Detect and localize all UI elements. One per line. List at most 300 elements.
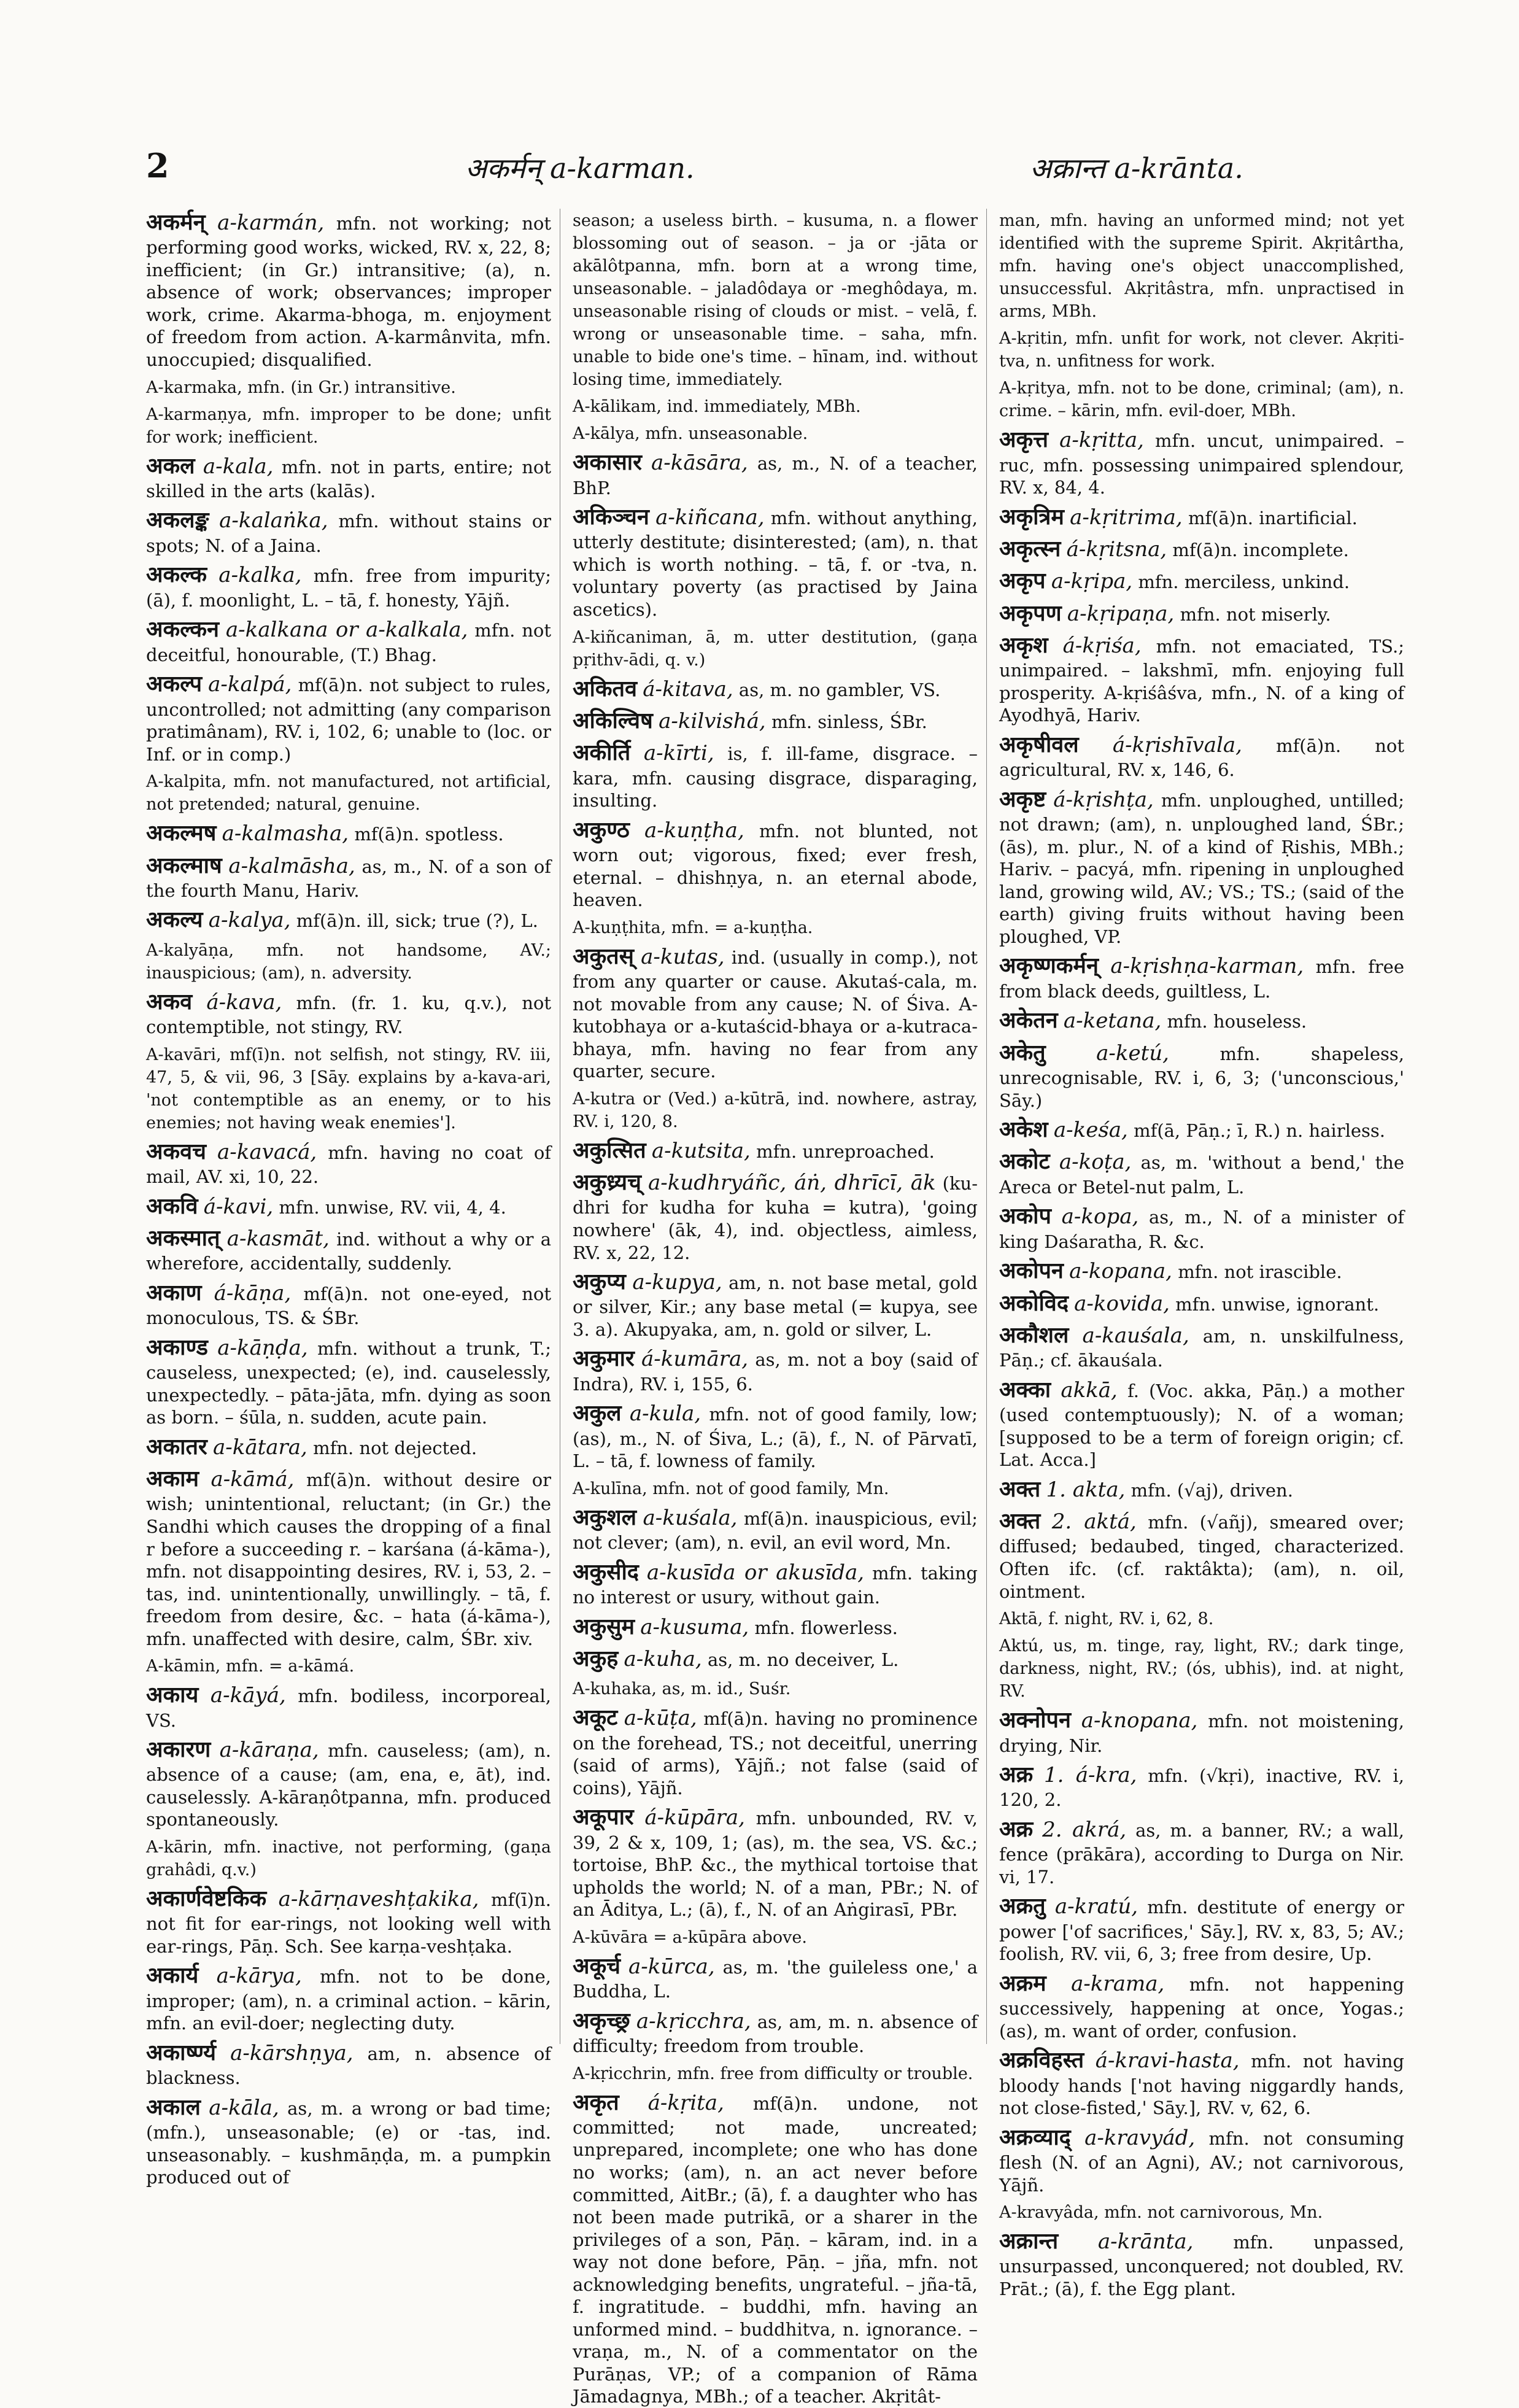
entry-transliteration: a-kūṭa,	[624, 1706, 697, 1731]
entry-definition: mfn. unpassed, unsurpassed, unconquered; not doubled, RV. Prāt.; (ā), f. the Egg plant.	[999, 2232, 1405, 2299]
entry-headword: अकृत्स्न	[999, 535, 1061, 562]
entry-definition: (ku-dhri for kudha for kuha = kutra), 'going nowhere' (āk, 4), ind. objectless, aimless, RV. x, 22, 12.	[573, 1173, 978, 1263]
dictionary-entry	[999, 600, 1404, 627]
entry-definition: mfn. without stains or spots; N. of a Jaina.	[146, 511, 552, 556]
entry-transliteration: a-kīrti,	[643, 741, 714, 766]
entry-definition: mfn. shapeless, unrecognisable, RV. i, 6, 3; ('unconscious,' Sāy.)	[999, 1043, 1405, 1111]
entry-transliteration: a-kauśala,	[1082, 1323, 1189, 1348]
entry-transliteration: a-keśa,	[1053, 1118, 1128, 1143]
entry-headword: अकेश	[999, 1117, 1048, 1143]
dictionary-entry	[146, 376, 551, 398]
entry-transliteration: a-kopa,	[1061, 1204, 1139, 1229]
entry-headword: अक्का	[999, 1376, 1051, 1403]
entry-transliteration: a-kātara,	[212, 1434, 307, 1460]
entry-definition: mfn. not deceitful, honourable, (T.) Bhag.	[146, 620, 552, 665]
entry-definition: A-kiñcaniman, ā, m. utter destitution, (gaṇa pṛithv-ādi, q. v.)	[573, 627, 978, 670]
dictionary-entry	[999, 1376, 1404, 1471]
dictionary-entry	[573, 1953, 978, 2003]
entry-transliteration: a-kārṇaveshṭakika,	[278, 1887, 479, 1912]
entry-definition: ind. without a why or a wherefore, accidentally, suddenly.	[146, 1228, 552, 1274]
dictionary-entry	[999, 632, 1404, 727]
column-3	[999, 209, 1405, 2299]
entry-headword: अकृत	[573, 2089, 619, 2115]
entry-definition: mfn. not having bloody hands ['not having niggardly hands, not close-fisted,' Sāy.], RV. v, 62, 6.	[999, 2051, 1404, 2119]
dictionary-entry	[573, 916, 978, 939]
dictionary-entry	[146, 1193, 551, 1220]
entry-transliteration: a-kṛishṇa-karman,	[1110, 954, 1304, 979]
entry-definition: am, n. absence of blackness.	[146, 2043, 552, 2089]
entry-definition: A-kalpita, mfn. not manufactured, not artificial, not pretended; natural, genuine.	[146, 772, 551, 815]
entry-definition: season; a useless birth. – kusuma, n. a flower blossoming out of season. – ja or -jāta or akālôtpanna, mfn. born at a wrong time, unseasonable. – jaladôdaya or -meghôdaya, m. unseasonable rising of clouds or mist. – velā, f. wrong or unseasonable time. – saha, mfn. unable to bide one's time. – hīnam, ind. without losing time, immediately.	[573, 211, 978, 390]
entry-transliteration: a-kārshṇya,	[230, 2040, 354, 2065]
entry-transliteration: a-kutas,	[641, 944, 725, 969]
dictionary-entry	[999, 952, 1404, 1002]
dictionary-entry	[146, 1885, 551, 1957]
dictionary-entry	[146, 561, 551, 611]
entry-definition: is, f. ill-fame, disgrace. – kara, mfn. causing disgrace, disparaging, insulting.	[573, 743, 978, 811]
entry-definition: mfn. (√kṛi), inactive, RV. i, 120, 2.	[999, 1765, 1405, 1811]
entry-transliteration: a-kalmasha,	[222, 821, 349, 846]
entry-definition: A-kuṇṭhita, mfn. = a-kuṇṭha.	[573, 918, 813, 937]
entry-headword: अकुशल	[573, 1504, 637, 1530]
entry-transliteration: a-kavacá,	[217, 1139, 317, 1164]
entry-transliteration: a-kutsita,	[651, 1138, 751, 1163]
entry-headword: अकुल	[573, 1400, 622, 1427]
entry-transliteration: 1. á-kra,	[1043, 1763, 1137, 1788]
dictionary-entry	[146, 1962, 551, 2034]
dictionary-entry	[573, 2007, 978, 2058]
entry-headword: अक्र	[999, 1762, 1034, 1788]
entry-transliteration: a-ketana,	[1063, 1008, 1162, 1034]
entry-transliteration: a-knopana,	[1081, 1708, 1198, 1733]
entry-definition: ind. (usually in comp.), not from any quarter or cause. Akutaś-cala, m. not movable from any cause; N. of Śiva. A-kutobhaya or a-kutaścid-bhaya or a-kutraca-bhaya, mfn. having no fear from any quarter, secure.	[573, 947, 978, 1082]
entry-transliteration: a-kusīda or akusīda,	[646, 1560, 865, 1585]
dictionary-entry	[999, 209, 1404, 322]
entry-headword: अकस्मात्	[146, 1225, 220, 1251]
entry-transliteration: a-kāṇḍa,	[217, 1335, 308, 1360]
dictionary-entry	[146, 1654, 551, 1677]
entry-definition: mfn. merciless, unkind.	[1138, 571, 1350, 593]
dictionary-entry	[999, 1116, 1404, 1144]
entry-headword: अकार्णवेष्टकिक	[146, 1886, 267, 1912]
dictionary-entry	[146, 670, 551, 765]
entry-transliteration: a-kṛipa,	[1051, 569, 1133, 594]
column-1	[146, 209, 560, 2188]
entry-definition: mfn. (√añj), smeared over; diffused; bedaubed, tinged, characterized. Often ifc. (cf. raktâkta); (am), n. oil, ointment.	[999, 1512, 1404, 1602]
dictionary-entry	[999, 503, 1404, 531]
dictionary-entry	[999, 2201, 1404, 2223]
dictionary-entry	[999, 1007, 1404, 1034]
entry-transliteration: a-kudhryáñc, áṅ, dhrīcī, āk	[647, 1171, 936, 1196]
dictionary-entry	[573, 1803, 978, 1921]
entry-definition: mfn. not miserly.	[1180, 603, 1331, 625]
dictionary-entry	[146, 906, 551, 934]
entry-transliteration: a-kāla,	[209, 2095, 279, 2120]
entry-headword: अकेतु	[999, 1039, 1046, 1066]
dictionary-entry	[573, 395, 978, 417]
entry-definition: mf(ā)n. ill, sick; true (?), L.	[296, 910, 538, 932]
entry-definition: mf(ā)n. inartificial.	[1188, 507, 1358, 528]
entry-definition: A-kālya, mfn. unseasonable.	[573, 424, 808, 444]
entry-definition: mf(ā)n. incomplete.	[1172, 539, 1349, 560]
entry-headword: अकाय	[146, 1682, 199, 1708]
dictionary-entry	[999, 1039, 1404, 1112]
entry-headword: अकारण	[146, 1736, 211, 1763]
entry-headword: अकाण्ड	[146, 1334, 208, 1360]
entry-headword: अक्त	[999, 1508, 1041, 1535]
entry-headword: अकल	[146, 452, 195, 479]
entry-headword: अकवि	[146, 1193, 198, 1219]
entry-definition: as, m. 'the guileless one,' a Buddha, L.	[573, 1956, 978, 2002]
entry-headword: अकूर्च	[573, 1953, 621, 1979]
entry-transliteration: a-kāyá,	[210, 1683, 286, 1708]
entry-headword: अकाण	[146, 1279, 202, 1306]
entry-definition: am, n. not base metal, gold or silver, Kir.; any base metal (= kupya, see 3. a). Akupyaka, am, n. gold or silver, L.	[573, 1272, 978, 1340]
entry-definition: A-kālikam, ind. immediately, MBh.	[573, 397, 861, 417]
entry-definition: mfn. not working; not performing good works, wicked, RV. x, 22, 8; inefficient; (in Gr.) intransitive; (a), n. absence of work; observances; improper work, crime. Akarma-bhoga, m. enjoyment of freedom from action. A-karmânvita, mfn. unoccupied; disqualified.	[146, 213, 551, 371]
entry-transliteration: a-kalaṅka,	[219, 508, 328, 533]
dictionary-entry	[573, 449, 978, 499]
dictionary-entry	[146, 770, 551, 815]
dictionary-entry	[146, 988, 551, 1039]
entry-headword: अकृष्ट	[999, 786, 1046, 812]
entry-headword: अकार्ष्ण्य	[146, 2039, 217, 2065]
entry-transliteration: á-kravi-hasta,	[1095, 2048, 1240, 2073]
entry-definition: as, m. no deceiver, L.	[707, 1649, 899, 1670]
entry-definition: mfn. not moistening, drying, Nir.	[999, 1711, 1405, 1756]
entry-transliteration: a-kravyád,	[1084, 2125, 1196, 2150]
entry-headword: अकासार	[573, 449, 642, 476]
entry-definition: as, m. a banner, RV.; a wall, fence (prākāra), according to Durga on Nir. vi, 17.	[999, 1819, 1405, 1887]
dictionary-entry	[999, 1508, 1404, 1603]
dictionary-entry	[146, 506, 551, 557]
dictionary-entry	[573, 1558, 978, 1609]
dictionary-entry	[999, 1892, 1404, 1965]
dictionary-entry	[146, 2094, 551, 2189]
entry-definition: mf(ī)n. not fit for ear-rings, not looking well with ear-rings, Pāṇ. Sch. See karṇa-veshṭaka.	[146, 1889, 551, 1957]
entry-definition: A-kṛicchrin, mfn. free from difficulty or trouble.	[573, 2064, 973, 2083]
entry-transliteration: á-kumāra,	[641, 1347, 749, 1372]
entry-definition: f. (Voc. akka, Pāṇ.) a mother (used contemptuously); N. of a woman; [supposed to be a term of foreign origin; cf. Lat. Acca.]	[999, 1380, 1405, 1471]
entry-definition: mfn. not of good family, low; (as), m., N. of Śiva, L.; (ā), f., N. of Pārvatī, L. – tā, f. lowness of family.	[573, 1404, 978, 1472]
entry-definition: mfn. destitute of energy or power ['of sacrifices,' Sāy.], RV. x, 83, 5; AV.; foolish, RV. vii, 6, 3; free from desire, Up.	[999, 1897, 1405, 1965]
entry-definition: mfn. unwise, ignorant.	[1175, 1293, 1380, 1315]
entry-transliteration: a-krama,	[1071, 1971, 1165, 1996]
entry-headword: अकोपन	[999, 1258, 1064, 1284]
dictionary-entry	[999, 376, 1404, 422]
entry-transliteration: a-kuṇṭha,	[644, 818, 744, 843]
entry-transliteration: a-kāsāra,	[651, 451, 748, 476]
dictionary-entry	[999, 2228, 1404, 2300]
dictionary-entry	[146, 939, 551, 984]
entry-headword: अकृप	[999, 568, 1046, 594]
entry-headword: अकृश	[999, 632, 1048, 658]
entry-definition: mfn. having no coat of mail, AV. xi, 10, 22.	[146, 1142, 552, 1188]
entry-definition: mf(ā)n. having no prominence on the forehead, TS.; not deceitful, unerring (said of arms), Yājñ.; not false (said of coins), Yājñ.	[573, 1708, 978, 1798]
dictionary-entry	[573, 2062, 978, 2085]
dictionary-entry	[573, 1645, 978, 1673]
entry-definition: A-kūvāra = a-kūpāra above.	[573, 1927, 807, 1947]
entry-transliteration: á-kāṇa,	[214, 1280, 292, 1306]
entry-definition: as, m., N. of a minister of king Daśaratha, R. &c.	[999, 1207, 1404, 1252]
entry-headword: अकुह	[573, 1645, 619, 1671]
entry-headword: अकल्प	[146, 671, 203, 697]
entry-definition: A-kutra or (Ved.) a-kūtrā, ind. nowhere, astray, RV. i, 120, 8.	[573, 1089, 978, 1131]
entry-definition: mfn. sinless, ŚBr.	[771, 711, 927, 732]
entry-headword: अकूपार	[573, 1804, 634, 1830]
entry-transliteration: akkā,	[1061, 1377, 1118, 1403]
entry-definition: A-kārin, mfn. inactive, not performing, (gaṇa grahâdi, q.v.)	[146, 1838, 551, 1880]
entry-headword: अकृष्णकर्मन्	[999, 953, 1099, 979]
entry-transliteration: a-ketú,	[1096, 1040, 1169, 1066]
dictionary-entry	[999, 567, 1404, 595]
dictionary-entry	[146, 616, 551, 666]
entry-definition: mfn. unploughed, untilled; not drawn; (am), n. unploughed land, ŚBr.; (ās), m. plur., N. of a kind of Ṛishis, MBh.; Hariv. – pacyá, mfn. ripening in unploughed land, growing wild, AV.; VS.; TS.; (said of the earth) giving fruits without having been ploughed, VP.	[999, 789, 1404, 947]
entry-definition: A-karmaṇya, mfn. improper to be done; unfit for work; inefficient.	[146, 405, 551, 447]
dictionary-entry	[573, 1677, 978, 1700]
entry-definition: A-kāmin, mfn. = a-kāmá.	[146, 1657, 355, 1676]
entry-transliteration: á-kṛiśa,	[1062, 633, 1142, 658]
dictionary-entry	[999, 1970, 1404, 2042]
entry-transliteration: á-kava,	[206, 989, 282, 1015]
dictionary-entry	[146, 1225, 551, 1275]
dictionary-entry	[999, 1148, 1404, 1198]
entry-headword: अकृषीवल	[999, 731, 1079, 757]
entry-transliteration: a-karmán,	[217, 211, 325, 235]
entry-definition: mfn. unbounded, RV. v, 39, 2 & x, 109, 1; (as), m. the sea, VS. &c.; tortoise, BhP. &c., the mythical tortoise that upholds the world; N. of a man, PBr.; N. of an Āditya, L.; (ā), f., N. of an Aṅgirasī, PBr.	[573, 1808, 978, 1921]
dictionary-entry	[999, 1706, 1404, 1757]
entry-definition: mfn. not blunted, not worn out; vigorous, fixed; ever fresh, eternal. – dhishṇya, n. an eternal abode, heaven.	[573, 820, 978, 911]
entry-transliteration: á-kavi,	[203, 1194, 274, 1219]
entry-definition: mfn. not dejected.	[313, 1437, 477, 1458]
entry-definition: mf(ā)n. spotless.	[354, 824, 504, 845]
entry-headword: अकव	[146, 988, 193, 1015]
entry-definition: as, m., N. of a son of the fourth Manu, Hariv.	[146, 856, 552, 901]
dictionary-entry	[146, 819, 551, 847]
entry-definition: mfn. flowerless.	[754, 1617, 898, 1638]
dictionary-entry	[999, 1607, 1404, 1630]
dictionary-entry	[146, 209, 551, 371]
dictionary-entry	[146, 2039, 551, 2089]
dictionary-entry	[573, 1477, 978, 1500]
entry-headword: अकुप्य	[573, 1269, 626, 1295]
entry-headword: अकाल	[146, 2094, 201, 2120]
entry-headword: अकुण्ठ	[573, 816, 630, 843]
entry-definition: mfn. not in parts, entire; not skilled in the arts (kalās).	[146, 456, 552, 501]
dictionary-entry	[573, 739, 978, 811]
dictionary-entry	[146, 1043, 551, 1134]
entry-definition: A-kulīna, mfn. not of good family, Mn.	[573, 1479, 889, 1498]
entry-transliteration: a-kalmāsha,	[228, 853, 355, 878]
entry-definition: A-kalyāṇa, mfn. not handsome, AV.; inauspicious; (am), n. adversity.	[146, 940, 551, 983]
running-head-right: अक्रान्त a-krānta.	[1030, 152, 1243, 185]
dictionary-entry	[999, 1476, 1404, 1503]
entry-headword: अक्रविहस्त	[999, 2047, 1084, 2073]
dictionary-entry	[573, 1345, 978, 1395]
entry-definition: Aktā, f. night, RV. i, 62, 8.	[999, 1609, 1214, 1629]
entry-headword: अकल्कन	[146, 616, 220, 643]
entry-transliteration: á-kitava,	[643, 676, 733, 702]
entry-headword: अक्रव्याद्	[999, 2124, 1071, 2150]
entry-transliteration: a-kūrca,	[628, 1954, 715, 1979]
dictionary-entry	[146, 1465, 551, 1650]
entry-transliteration: á-kṛishṭa,	[1053, 787, 1154, 812]
entry-definition: mfn. uncut, unimpaired. – ruc, mfn. possessing unimpaired splendour, RV. x, 84, 4.	[999, 430, 1404, 498]
dictionary-entry	[573, 943, 978, 1083]
dictionary-entry	[573, 816, 978, 912]
dictionary-entry	[146, 403, 551, 448]
entry-headword: अकार्य	[146, 1962, 199, 1989]
entry-definition: mfn. not emaciated, TS.; unimpaired. – lakshmī, mfn. enjoying full prosperity. A-kṛiśâśva, mfn., N. of a king of Ayodhyā, Hariv.	[999, 636, 1405, 726]
entry-headword: अकुमार	[573, 1345, 635, 1372]
entry-headword: अकृच्छ्र	[573, 2007, 630, 2034]
dictionary-entry	[999, 1202, 1404, 1253]
dictionary-entry	[999, 1634, 1404, 1702]
entry-transliteration: á-kṛishīvala,	[1112, 732, 1242, 757]
entry-headword: अकातर	[146, 1433, 207, 1460]
entry-definition: as, m. not a boy (said of Indra), RV. i, 155, 6.	[573, 1349, 978, 1395]
entry-definition: mfn. free from black deeds, guiltless, L.	[999, 956, 1404, 1002]
entry-definition: as, m. no gambler, VS.	[738, 679, 941, 700]
entry-headword: अक्रतु	[999, 1893, 1046, 1919]
dictionary-entry	[999, 426, 1404, 498]
entry-definition: mf(ā, Pāṇ.; ī, R.) n. hairless.	[1134, 1120, 1385, 1142]
entry-headword: अक्र	[999, 1816, 1034, 1842]
entry-headword: अक्नोपन	[999, 1707, 1071, 1733]
entry-definition: A-kravyâda, mfn. not carnivorous, Mn.	[999, 2203, 1323, 2223]
entry-transliteration: a-kāraṇa,	[219, 1738, 319, 1763]
entry-headword: अकुसीद	[573, 1558, 639, 1585]
dictionary-columns	[146, 209, 1405, 2407]
entry-headword: अकोप	[999, 1203, 1051, 1229]
entry-headword: अकोविद	[999, 1290, 1069, 1316]
page-header	[146, 146, 1404, 189]
dictionary-entry	[573, 422, 978, 444]
entry-transliteration: 2. aktá,	[1051, 1509, 1137, 1535]
dictionary-entry	[999, 535, 1404, 563]
entry-definition: A-karmaka, mfn. (in Gr.) intransitive.	[146, 377, 456, 397]
entry-definition: mfn. without a trunk, T.; causeless, unexpected; (e), ind. causelessly, unexpectedly. – pāta-jāta, mfn. dying as soon as born. – śūla, n. sudden, acute pain.	[146, 1338, 552, 1428]
entry-definition: mf(ā)n. not agricultural, RV. x, 146, 6.	[999, 735, 1405, 781]
entry-transliteration: a-koṭa,	[1059, 1150, 1132, 1175]
dictionary-entry	[573, 1504, 978, 1554]
entry-transliteration: a-kalkana or a-kalkala,	[225, 617, 468, 643]
entry-transliteration: a-kṛitrima,	[1070, 505, 1183, 530]
dictionary-entry	[999, 2046, 1404, 2119]
dictionary-entry	[573, 209, 978, 390]
entry-headword: अकल्मष	[146, 820, 217, 846]
entry-transliteration: á-kūpāra,	[644, 1805, 745, 1830]
dictionary-entry	[573, 707, 978, 735]
entry-headword: अकृपण	[999, 600, 1062, 626]
entry-headword: अकृत्त	[999, 427, 1049, 453]
entry-headword: अकुध्र्यच्	[573, 1169, 641, 1196]
entry-transliteration: a-kalpá,	[208, 672, 292, 697]
entry-definition: mfn. causeless; (am), n. absence of a cause; (am, ena, e, āt), ind. causelessly. A-kāraṇôtpanna, mfn. produced spontaneously.	[146, 1740, 552, 1830]
column-2	[573, 209, 987, 2407]
dictionary-entry	[573, 2089, 978, 2408]
entry-definition: as, m., N. of a teacher, BhP.	[573, 453, 978, 498]
entry-definition: mfn. unwise, RV. vii, 4, 4.	[279, 1196, 506, 1218]
entry-definition: mfn. unreproached.	[756, 1140, 935, 1162]
entry-definition: man, mfn. having an unformed mind; not yet identified with the supreme Spirit. Akṛitârtha, mfn. having one's object unaccomplished, unsuccessful. Akṛitâstra, mfn. unpractised in arms, MBh.	[999, 211, 1404, 322]
entry-definition: am, n. unskilfulness, Pāṇ.; cf. ākauśala.	[999, 1325, 1405, 1371]
entry-headword: अकल्माष	[146, 852, 222, 878]
entry-transliteration: 2. akrá,	[1042, 1817, 1127, 1842]
dictionary-entry	[999, 786, 1404, 948]
entry-headword: अकुसुम	[573, 1613, 635, 1640]
entry-definition: mfn. not irascible.	[1178, 1261, 1342, 1283]
entry-definition: mf(ā)n. without desire or wish; unintentional, reluctant; (in Gr.) the Sandhi which causes the dropping of a final r before a succeeding r. – karśana (á-kāma-), mfn. not disappointing desires, RV. i, 53, 2. – tas, ind. unintentionally, unwillingly. – tā, f. freedom from desire, &c. – hata (á-kāma-), mfn. unaffected with desire, calm, ŚBr. xiv.	[146, 1469, 552, 1649]
entry-headword: अकल्य	[146, 907, 203, 933]
dictionary-entry	[146, 1681, 551, 1732]
entry-headword: अकिञ्चन	[573, 504, 649, 530]
entry-transliteration: á-kṛita,	[647, 2090, 724, 2115]
entry-headword: अक्रम	[999, 1970, 1046, 1996]
entry-headword: अकूट	[573, 1705, 618, 1731]
entry-definition: mf(ā)n. not subject to rules, uncontrolled; not admitting (any comparison pratimânam), RV. i, 102, 6; unable to (loc. or Inf. or in comp.)	[146, 675, 552, 765]
dictionary-entry	[573, 1137, 978, 1164]
entry-headword: अकर्मन्	[146, 209, 206, 235]
entry-definition: as, m. a wrong or bad time; (mfn.), unseasonable; (e) or -tas, ind. unseasonably. – kushmāṇḍa, m. a pumpkin produced out of	[146, 2097, 551, 2188]
entry-definition: Aktú, us, m. tinge, ray, light, RV.; dark tinge, darkness, night, RV.; (ós, ubhis), ind. at night, RV.	[999, 1636, 1404, 1701]
dictionary-entry	[999, 327, 1404, 372]
dictionary-entry	[573, 675, 978, 703]
dictionary-entry	[146, 452, 551, 503]
running-head-left: अकर्मन् a-karman.	[465, 152, 695, 185]
dictionary-entry	[573, 1268, 978, 1341]
dictionary-entry	[146, 1835, 551, 1881]
entry-definition: mfn. houseless.	[1167, 1011, 1307, 1032]
entry-definition: A-kavāri, mf(ī)n. not selfish, not stingy, RV. iii, 47, 5, & vii, 96, 3 [Sāy. explains by a-kava-ari, 'not contemptible as an enemy, or to his enemies; not having weak enemies'].	[146, 1045, 551, 1132]
entry-headword: अकाम	[146, 1466, 199, 1492]
dictionary-entry	[146, 1138, 551, 1188]
entry-headword: अकोट	[999, 1148, 1050, 1175]
entry-transliteration: a-kusuma,	[640, 1614, 749, 1640]
entry-definition: as, m. 'without a bend,' the Areca or Betel-nut palm, L.	[999, 1152, 1405, 1198]
entry-definition: mf(ā)n. undone, not committed; not made, uncreated; unprepared, incomplete; one who has done no works; (am), n. an act never before committed, AitBr.; (ā), f. a daughter who has not been made putrikā, or a sharer in the privileges of a son, Pāṇ. – kāram, ind. in a way not done before, Pāṇ. – jña, mfn. not acknowledging benefits, ungrateful. – jña-tā, f. ingratitude. – buddhi, mfn. having an unformed mind. – buddhitva, n. ignorance. – vraṇa, m., N. of a commentator on the Purāṇas, VP.; of a companion of Rāma Jāmadagnya, MBh.; of a teacher. Akṛitât-	[573, 2092, 978, 2407]
entry-definition: A-kuhaka, as, m. id., Suśr.	[573, 1679, 791, 1699]
entry-transliteration: a-kiñcana,	[655, 505, 765, 530]
entry-definition: A-kṛitin, mfn. unfit for work, not clever. Akṛiti-tva, n. unfitness for work.	[999, 329, 1404, 371]
entry-definition: A-kṛitya, mfn. not to be done, criminal; (am), n. crime. – kārin, mfn. evil-doer, MBh.	[999, 379, 1404, 421]
dictionary-entry	[999, 1290, 1404, 1317]
entry-headword: अकेतन	[999, 1007, 1058, 1034]
dictionary-entry	[573, 1400, 978, 1472]
entry-definition: mf(ā)n. inauspicious, evil; not clever; (am), n. evil, an evil word, Mn.	[573, 1508, 978, 1554]
entry-transliteration: a-krānta,	[1097, 2229, 1194, 2255]
entry-definition: mfn. not happening successively, happening at once, Yogas.; (as), m. want of order, confusion.	[999, 1973, 1405, 2042]
entry-transliteration: a-kala,	[203, 454, 274, 479]
dictionary-entry	[146, 1433, 551, 1461]
entry-transliteration: a-kalka,	[218, 563, 302, 588]
entry-definition: mfn. not consuming flesh (N. of an Agni), AV.; not carnivorous, Yājñ.	[999, 2127, 1405, 2196]
entry-transliteration: a-kupya,	[632, 1270, 722, 1295]
entry-transliteration: a-kasmāt,	[226, 1226, 330, 1251]
entry-transliteration: a-kṛitta,	[1059, 428, 1144, 453]
entry-transliteration: a-kratú,	[1054, 1894, 1138, 1919]
dictionary-entry	[146, 1334, 551, 1429]
dictionary-entry	[573, 1926, 978, 1948]
entry-headword: अक्रान्त	[999, 2228, 1059, 2255]
entry-definition: mfn. not to be done, improper; (am), n. a criminal action. – kārin, mfn. an evil-doer; neglecting duty.	[146, 1966, 552, 2034]
entry-definition: mfn. without anything, utterly destitute; disinterested; (am), n. that which is worth nothing. – tā, f. or -tva, n. voluntary poverty (as practised by Jaina ascetics).	[573, 508, 978, 620]
entry-definition: mf(ā)n. not one-eyed, not monoculous, TS. & ŚBr.	[146, 1283, 552, 1329]
dictionary-entry	[146, 1736, 551, 1831]
dictionary-entry	[573, 1704, 978, 1799]
entry-headword: अकुत्सित	[573, 1137, 646, 1163]
dictionary-entry	[573, 1087, 978, 1132]
